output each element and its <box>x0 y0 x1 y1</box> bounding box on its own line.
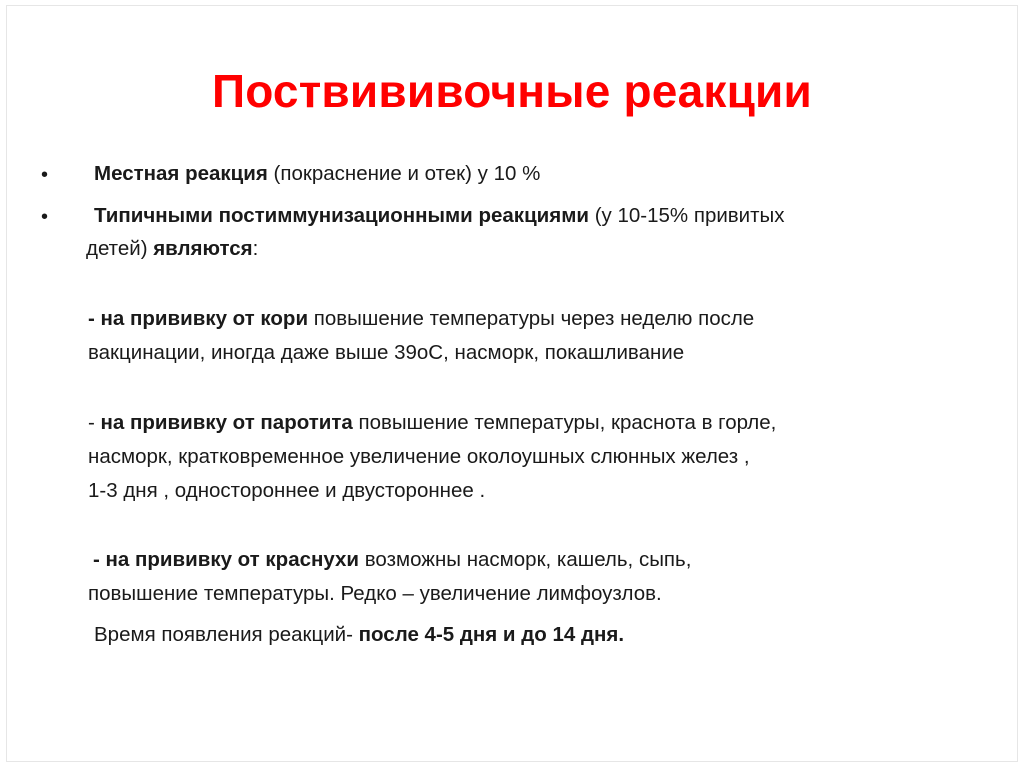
mumps-line-2: насморк, кратковременное увеличение околоушных слюнных желез , <box>88 445 750 468</box>
local-reaction-text: (покраснение и отек) у 10 % <box>267 162 541 185</box>
bullet-marker: • <box>41 206 49 228</box>
rubella-text: возможны насморк, кашель, сыпь, <box>359 548 692 571</box>
slide-title: Поствививочные реакции <box>211 65 813 117</box>
typical-reactions-heading: Типичными постиммунизационными реакциями <box>94 204 590 227</box>
typical-reactions-line-2 <box>86 233 258 265</box>
timing-line <box>94 619 624 651</box>
mumps-text: повышение температуры, краснота в горле, <box>352 411 777 434</box>
typical-reactions-are: являются <box>153 237 253 260</box>
typical-reactions-line-1 <box>94 200 785 232</box>
measles-line-2: вакцинации, иногда даже выше 39оС, насморк, покашливание <box>88 341 685 364</box>
rubella-line-2: повышение температуры. Редко – увеличение лимфоузлов. <box>88 582 662 605</box>
typical-reactions-text: (у 10-15% привитых <box>589 204 785 227</box>
typical-reactions-colon: : <box>252 237 259 260</box>
bullet-marker: • <box>41 164 49 186</box>
timing-text: Время появления реакций- <box>94 623 359 646</box>
rubella-line-1 <box>93 544 691 576</box>
measles-heading: - на прививку от кори <box>88 307 309 330</box>
local-reaction-line <box>94 158 540 190</box>
measles-text: повышение температуры через неделю после <box>308 307 755 330</box>
measles-line-1 <box>88 303 754 335</box>
mumps-dash: - <box>88 411 101 434</box>
typical-reactions-children: детей) <box>86 237 154 260</box>
local-reaction-heading: Местная реакция <box>94 162 268 185</box>
mumps-line-3: 1-3 дня , одностороннее и двустороннее . <box>88 479 486 502</box>
mumps-line-1 <box>88 407 776 439</box>
rubella-heading: - на прививку от краснухи <box>93 548 360 571</box>
mumps-heading: на прививку от паротита <box>100 411 353 434</box>
timing-highlight: после 4-5 дня и до 14 дня. <box>358 623 625 646</box>
